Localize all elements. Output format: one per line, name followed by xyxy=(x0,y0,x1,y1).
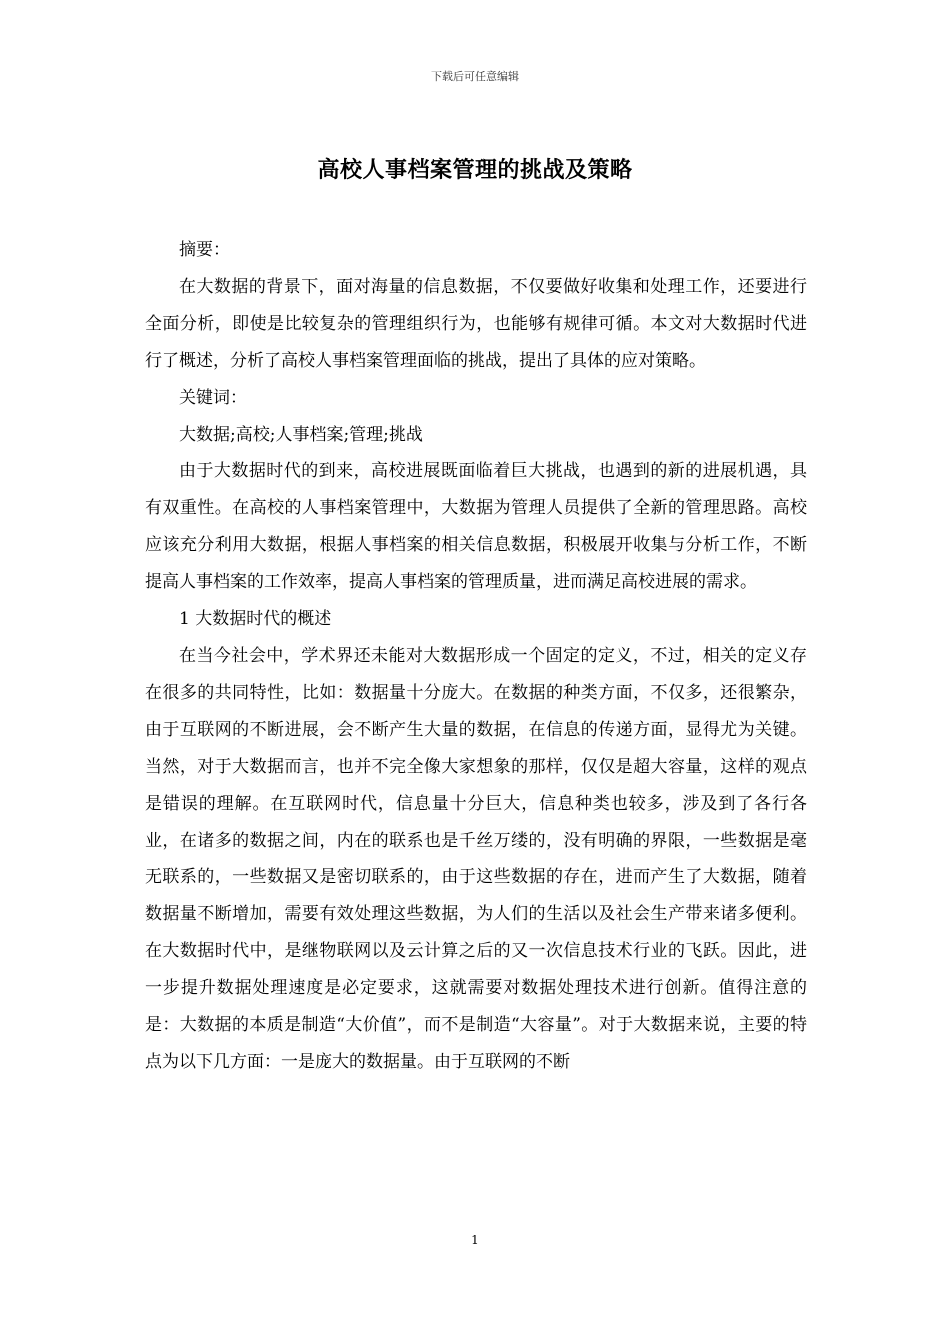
section-1-heading: 1 大数据时代的概述 xyxy=(179,609,332,630)
abstract-label: 摘要： xyxy=(179,240,230,260)
keywords-text: 大数据;高校;人事档案;管理;挑战 xyxy=(179,424,423,445)
page-number: 1 xyxy=(471,1233,479,1247)
document-body xyxy=(145,232,807,1081)
intro-paragraph: 由于大数据时代的到来，高校进展既面临着巨大挑战，也遇到的新的进展机遇，具有双重性。在高校的人事档案管理中，大数据为管理人员提供了全新的管理思路。高校应该充分利用大数据，根据人事档案的相关信息数据，积极展开收集与分析工作，不断提高人事档案的工作效率，提高人事档案的管理质量，进而满足高校进展的需求。 xyxy=(145,461,807,593)
header-note: 下载后可任意编辑 xyxy=(431,70,519,83)
section-1-paragraph: 在当今社会中，学术界还未能对大数据形成一个固定的定义，不过，相关的定义存在很多的共同特性，比如：数据量十分庞大。在数据的种类方面，不仅多，还很繁杂，由于互联网的不断进展，会不断产生大量的数据，在信息的传递方面，显得尤为关键。当然，对于大数据而言，也并不完全像大家想象的那样，仅仅是超大容量，这样的观点是错误的理解。在互联网时代，信息量十分巨大，信息种类也较多，涉及到了各行各业，在诸多的数据之间，内在的联系也是千丝万缕的，没有明确的界限，一些数据是毫无联系的，一些数据又是密切联系的，由于这些数据的存在，进而产生了大数据，随着数据量不断增加，需要有效处理这些数据，为人们的生活以及社会生产带来诸多便利。在大数据时代中，是继物联网以及云计算之后的又一次信息技术行业的飞跃。因此，进一步提升数据处理速度是必定要求，这就需要对数据处理技术进行创新。值得注意的是：大数据的本质是制造“大价值”，而不是制造“大容量”。对于大数据来说，主要的特点为以下几方面：一是庞大的数据量。由于互联网的不断 xyxy=(145,645,807,1072)
abstract-text: 在大数据的背景下，面对海量的信息数据，不仅要做好收集和处理工作，还要进行全面分析，即使是比较复杂的管理组织行为，也能够有规律可循。本文对大数据时代进行了概述，分析了高校人事档案管理面临的挑战，提出了具体的应对策略。 xyxy=(145,276,807,371)
document-title: 高校人事档案管理的挑战及策略 xyxy=(317,157,633,183)
keywords-label: 关键词： xyxy=(179,387,247,408)
